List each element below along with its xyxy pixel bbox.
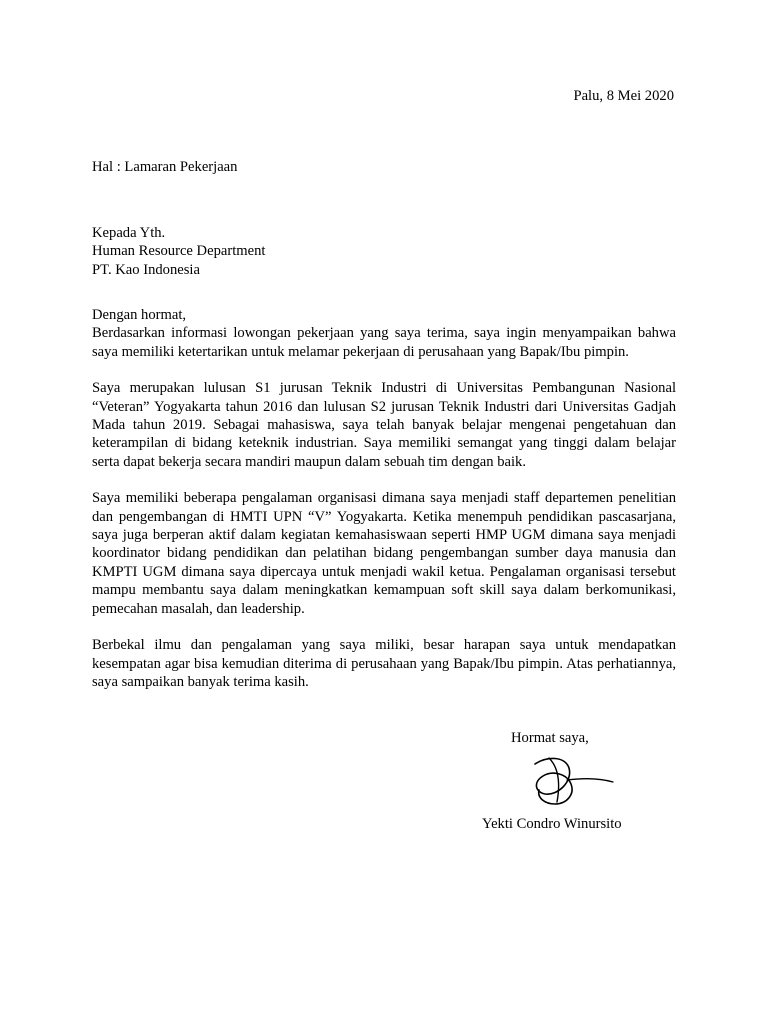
recipient-line-2: Human Resource Department	[92, 243, 266, 260]
closing-line: Hormat saya,	[511, 730, 589, 746]
signer-name: Yekti Condro Winursito	[482, 816, 622, 832]
recipient-line-1: Kepada Yth.	[92, 225, 166, 241]
letter-subject: Hal : Lamaran Pekerjaan	[92, 159, 238, 175]
letter-body	[92, 306, 676, 691]
body-paragraph-1: Berdasarkan informasi lowongan pekerjaan yang saya terima, saya ingin menyampaikan bahwa saya memiliki ketertarikan untuk melamar pekerjaan di perusahaan yang Bapak/Ibu pimpin.	[92, 325, 676, 360]
recipient-block	[92, 224, 265, 279]
letter-date: Palu, 8 Mei 2020	[573, 88, 674, 104]
body-paragraph-3: Saya memiliki beberapa pengalaman organisasi dimana saya menjadi staff departemen penelitian dan pengembangan di HMTI UPN “V” Yogyakarta. Ketika menempuh pendidikan pascasarjana, saya juga berperan aktif dalam kegiatan kemahasiswaan seperti HMP UGM dimana saya menjadi koordinator bidang pendidikan dan pelatihan bidang pengembangan sumber daya manusia dan KMPTI UGM dimana saya dipercaya untuk menjadi wakil ketua. Pengalaman organisasi tersebut mampu membantu saya dalam meningkatkan kemampuan soft skill saya dalam berkomunikasi, pemecahan masalah, dan leadership.	[92, 490, 676, 617]
recipient-line-3: PT. Kao Indonesia	[92, 261, 200, 278]
body-paragraph-4: Berbekal ilmu dan pengalaman yang saya miliki, besar harapan saya untuk mendapatkan kesempatan agar bisa kemudian diterima di perusahaan yang Bapak/Ibu pimpin. Atas perhatiannya, saya sampaikan banyak terima kasih.	[92, 637, 676, 690]
handwritten-signature-icon	[527, 752, 617, 810]
salutation: Dengan hormat,	[92, 307, 187, 323]
body-paragraph-2: Saya merupakan lulusan S1 jurusan Teknik Industri di Universitas Pembangunan Nasional “Veteran” Yogyakarta tahun 2016 dan lulusan S2 jurusan Teknik Industri dari Universitas Gadjah Mada tahun 2019. Sebagai mahasiswa, saya telah banyak belajar mengenai pengetahuan dan keterampilan di bidang keteknik industrian. Saya memiliki semangat yang tinggi dalam belajar serta dapat bekerja secara mandiri maupun dalam sebuah tim dengan baik.	[92, 380, 676, 470]
